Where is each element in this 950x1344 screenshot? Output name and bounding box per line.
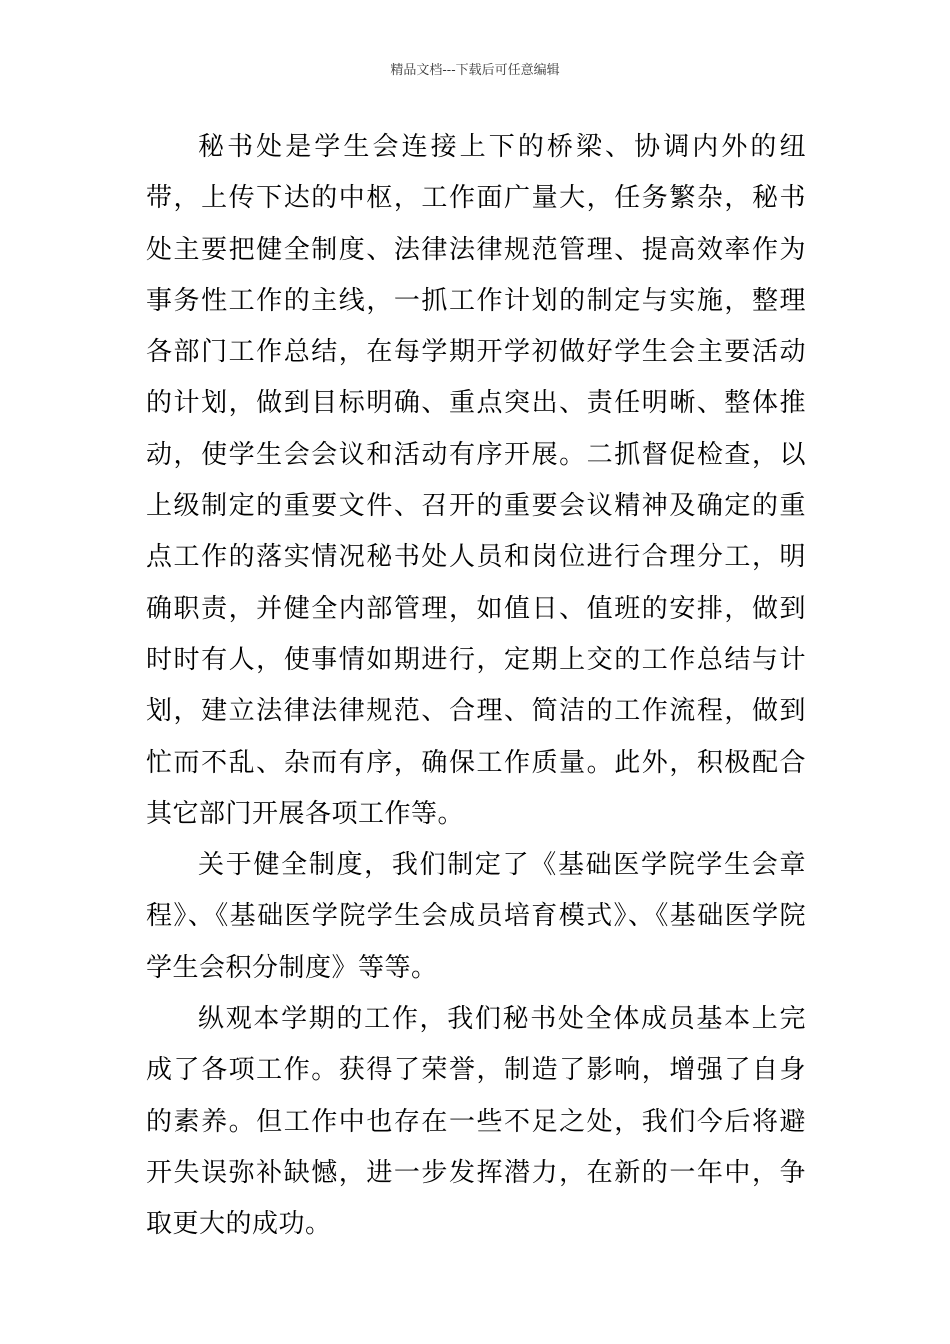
paragraph-regulations: 关于健全制度，我们制定了《基础医学院学生会章程》、《基础医学院学生会成员培育模式》、《基础医学院学生会积分制度》等等。 — [146, 850, 806, 983]
paragraph-summary: 纵观本学期的工作，我们秘书处全体成员基本上完成了各项工作。获得了荣誉，制造了影响，增强了自身的素养。但工作中也存在一些不足之处，我们今后将避开失误弥补缺憾，进一步发挥潜力，在新的一年中，争取更大的成功。 — [146, 1004, 806, 1240]
document-body — [146, 122, 806, 1251]
paragraph-secretariat-duties: 秘书处是学生会连接上下的桥梁、协调内外的纽带，上传下达的中枢，工作面广量大，任务繁杂，秘书处主要把健全制度、法律法律规范管理、提高效率作为事务性工作的主线，一抓工作计划的制定与实施，整理各部门工作总结，在每学期开学初做好学生会主要活动的计划，做到目标明确、重点突出、责任明晰、整体推动，使学生会会议和活动有序开展。二抓督促检查，以上级制定的重要文件、召开的重要会议精神及确定的重点工作的落实情况秘书处人员和岗位进行合理分工，明确职责，并健全内部管理，如值日、值班的安排，做到时时有人，使事情如期进行，定期上交的工作总结与计划，建立法律法律规范、合理、简洁的工作流程，做到忙而不乱、杂而有序，确保工作质量。此外，积极配合其它部门开展各项工作等。 — [146, 132, 806, 829]
page-header: 精品文档---下载后可任意编辑 — [390, 63, 560, 78]
